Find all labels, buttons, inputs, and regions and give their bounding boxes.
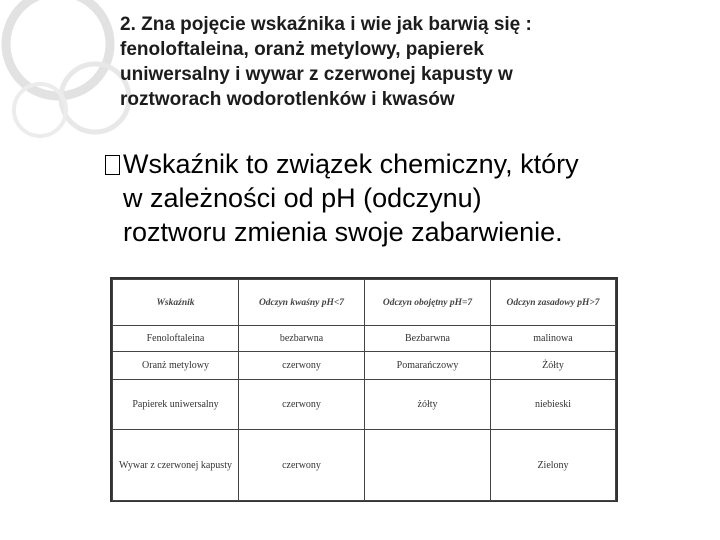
table-cell: czerwony [239,352,365,380]
header-cell-indicator: Wskaźnik [113,280,239,326]
header-cell-acidic: Odczyn kwaśny pH<7 [239,280,365,326]
bullet-box-icon [105,155,120,175]
table-cell: czerwony [239,380,365,430]
table-cell: Oranż metylowy [113,352,239,380]
table-header-row [113,280,616,326]
table-cell: Żółty [491,352,616,380]
header-cell-basic: Odczyn zasadowy pH>7 [491,280,616,326]
slide-title: 2. Zna pojęcie wskaźnika i wie jak barwią się : fenoloftaleina, oranż metylowy, papierek uniwersalny i wywar z czerwonej kapusty w roztworach wodorotlenków i kwasów [120,14,532,110]
bullet-text: Wskaźnik to związek chemiczny, który w zależności od pH (odczynu) roztworu zmienia swoje zabarwienie. [123,149,579,247]
indicator-table [110,277,618,502]
indicator-table-grid [112,279,616,501]
table-cell: czerwony [239,430,365,501]
table-row [113,430,616,501]
table-cell [365,430,491,501]
table-row [113,380,616,430]
table-cell: Wywar z czerwonej kapusty [113,430,239,501]
table-cell: malinowa [491,326,616,352]
header-cell-neutral: Odczyn obojętny pH=7 [365,280,491,326]
table-row [113,326,616,352]
table-cell: niebieski [491,380,616,430]
table-row [113,352,616,380]
table-cell: bezbarwna [239,326,365,352]
table-cell: Zielony [491,430,616,501]
table-cell: Fenoloftaleina [113,326,239,352]
table-cell: Bezbarwna [365,326,491,352]
table-cell: Pomarańczowy [365,352,491,380]
table-cell: Papierek uniwersalny [113,380,239,430]
table-cell: żółty [365,380,491,430]
